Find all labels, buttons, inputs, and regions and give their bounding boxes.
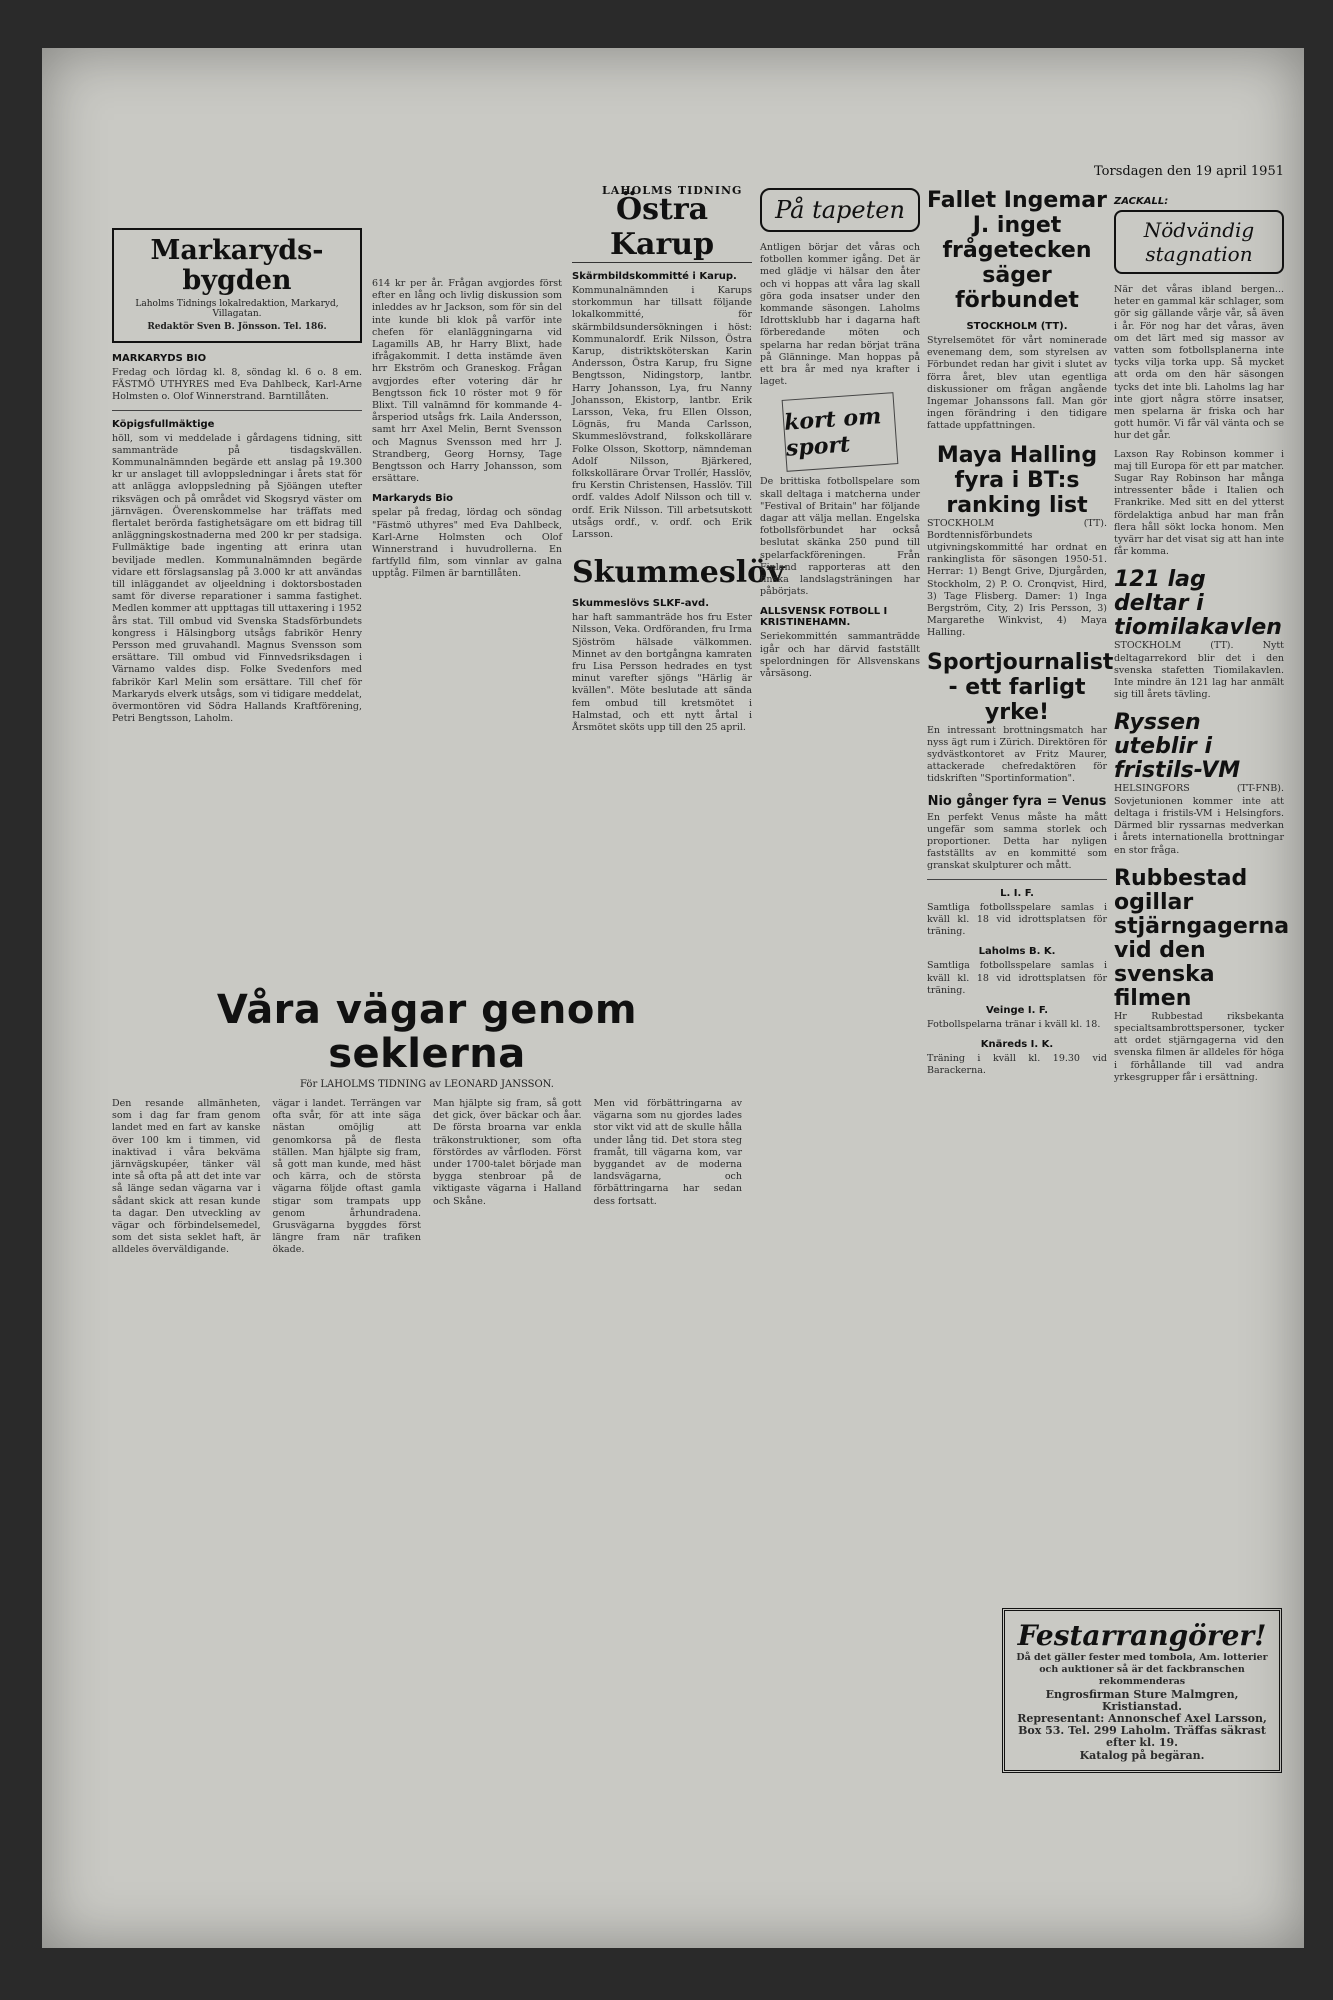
column-sport-news — [927, 188, 1114, 1748]
notice-1 — [927, 888, 1107, 939]
notice-title: Veinge I. F. — [985, 1004, 1049, 1016]
fallet-dateline: STOCKHOLM (TT). — [966, 321, 1068, 332]
paper-name: LAHOLMS TIDNING — [602, 184, 743, 197]
ad-text-4: Katalog på begäran. — [1079, 1748, 1205, 1762]
ad-text-1: Då det gäller fester med tombola, Am. lotterier och auktioner så är det fackbranschen rekommenderas — [1016, 1652, 1268, 1688]
elverk-text: 614 kr per år. Frågan avgjordes först efter en lång och livlig diskussion som inleddes av hr Jackson, som för sin del inte kunde bli klok på varför inte chefen för elanläggningarna vid Lagamills AB, hr Harry Blixt, hade ifrågakommit. I detta instämde även hrr Ekström och Graneskog. Frågan avgjordes efter votering där hr Bengtsson fick 10 röster mot 9 för Blixt. Till valnämnd för kommande 4-årsperiod utsågs frk. Laila Andersson, samt hrr Axel Melin, Bernt Svensson och Magnus Svensson med hrr J. Strandberg, Georg Hornsy, Tage Bengtsson och Harry Johansson, som ersättare. — [372, 278, 562, 485]
fallet-text: Styrelsemötet för vårt nominerade evenemang dem, som styrelsen av Förbundet redan har givit i slutet av förra året, blev utan egentliga diskussioner om frågan angående Ingemar Johanssons fall. Man gör ingen förändring i den tidigare fattade uppfattningen. — [927, 335, 1107, 432]
bio-text: Fredag och lördag kl. 8, söndag kl. 6 o. 8 em. FÄSTMÖ UTHYRES med Eva Dahlbeck, Karl-Arne Holmsten o. Olof Winnerstrand. Barntillåten. — [112, 367, 362, 403]
pa-tapeten-text: Antligen börjar det våras och fotbollen kommer igång. Det är med glädje vi hälsar den åter och vi hoppas att våra lag skall göra goda insatser under den kommande säsongen. Laholms Idrottsklubb har i dagarna haft förberedande möten och spelarna har redan börjat träna på Glänninge. Man hoppas på ett bra år med nya krafter i laget. — [760, 242, 920, 388]
vagar-article — [112, 988, 742, 1888]
markaryd-sub2: Redaktör Sven B. Jönsson. Tel. 186. — [147, 322, 327, 332]
vagar-col-2: vägar i landet. Terrängen var ofta svår, för att inte säga nästan omöjlig att genomkorsa på de flesta ställen. Man hjälpte sig fram, så gott man kunde, med häst och kärra, och de största vägarna följde oftast gamla stigar som trampats upp genom århundradena. Grusvägarna byggdes först längre fram när trafiken ökade. — [272, 1098, 421, 1256]
divider — [112, 410, 362, 411]
fallet-title: Fallet Ingemar J. inget frågetecken säger förbundet — [927, 188, 1107, 313]
vagar-col-3: Man hjälpte sig fram, så gott det gick, över bäckar och åar. De första broarna var enkla träkonstruktioner, som ofta förstördes av vårfloden. Först under 1700-talet började man bygga stenbroar på de viktigaste vägarna i Halland och Skåne. — [433, 1098, 582, 1207]
notice-text: Fotbollspelarna tränar i kväll kl. 18. — [927, 1018, 1101, 1030]
tiomila-title: 121 lag deltar i tiomilakavlen — [1114, 567, 1282, 641]
bio-text-2: spelar på fredag, lördag och söndag "Fästmö uthyres" med Eva Dahlbeck, Karl-Arne Holmsten och Olof Winnerstrand i huvudrollerna. En fartfylld film, som vinnlar av galna upptåg. Filmen är barntillåten. — [372, 507, 562, 580]
newspaper-page — [42, 48, 1304, 1948]
pa-tapeten-box — [760, 188, 920, 232]
robinson-text: Laxson Ray Robinson kommer i maj till Europa för ett par matcher. Sugar Ray Robinson har många intressenter både i Italien och Frankrike. Med sitt en del ytterst fördelaktiga anbud har man från flera håll sökt locka honom. Men tyvärr har det visat sig att han inte får komma. — [1114, 448, 1284, 558]
ad-text-2: Engrosfirman Sture Malmgren, Kristianstad. — [1045, 1687, 1239, 1713]
allsvensk-title: ALLSVENSK FOTBOLL I KRISTINEHAMN. — [760, 606, 888, 629]
zackall-box — [1114, 210, 1284, 274]
ad-frame — [1002, 1608, 1282, 1773]
slkf-title: Skummeslövs SLKF-avd. — [572, 598, 710, 610]
column-markaryd-2 — [372, 278, 562, 978]
tiomila-text: STOCKHOLM (TT). Nytt deltagarrekord blir det i den svenska stafetten Tiomilakavlen. Inte mindre än 121 lag har anmält sig till årets tävling. — [1114, 640, 1284, 701]
notice-text: Samtliga fotbollsspelare samlas i kväll kl. 18 vid idrottsplatsen för träning. — [927, 960, 1107, 996]
venus-title: Nio gånger fyra = Venus — [927, 793, 1107, 809]
ryssen-title: Ryssen uteblir i fristils-VM — [1114, 710, 1241, 784]
vagar-col-1: Den resande allmänheten, som i dag far fram genom landet med en fart av kanske över 100 km i timmen, vid inaktivad i våra bekväma järnvägskupéer, tänker väl inte så ofta på att det inte var så länge sedan vägarna var i sådant skick att resan kunde ta dagar. Den utveckling av vägar och förbindelsemedel, som det sista seklet haft, är alldeles överväldigande. — [112, 1098, 261, 1256]
rubbestad-text: Hr Rubbestad riksbekanta specialtsambrottspersoner, tycker att ordet stjärngagerna vid den svenska filmen är alldeles för höga i förhållande till vad andra yrkesgrupper får i ersättning. — [1114, 1010, 1284, 1083]
sportjournalist-title: Sportjournalist - ett farligt yrke! — [927, 649, 1114, 725]
skarm-text: Kommunalnämnden i Karups storkommun har tillsatt följande lokalkommitté, för skärmbildsundersökningen i höst: Kommunalordf. Erik Nilsson, Östra Karup, distriktsköterskan Karin Andersson, Östra Karup, fru Signe Bengtsson, Nidingstorp, lantbr. Harry Johansson, Lya, fru Nanny Johansson, Ekistorp, lantbr. Erik Larsson, Veka, fru Ellen Olsson, Lögnäs, fru Manda Carlsson, Skummeslövstrand, folkskollärare Folke Olsson, Skottorp, nämndeman Adolf Nilsson, Bjärkered, folkskollärare Örvar Trollér, Hasslöv, fru Kerstin Christensen, Hasslöv. Till ordf. valdes Adolf Nilsson och till v. ordf. Erik Nilsson. Till arbetsutskott utsågs ordf., v. ordf. och Erik Larsson. — [572, 285, 752, 541]
sportjournalist-text: En intressant brottningsmatch har nyss ägt rum i Zürich. Direktören för sydvästkontoret av Fritz Maurer, attackerade chefredaktören för tidskriften "Sportinformation". — [927, 724, 1107, 785]
vagar-byline: För LAHOLMS TIDNING av LEONARD JANSSON. — [300, 1079, 554, 1090]
notice-title: L. I. F. — [1000, 887, 1034, 899]
notice-text: Samtliga fotbollsspelare samlas i kväll kl. 18 vid idrottsplatsen för träning. — [927, 901, 1107, 938]
vagar-col-4: Men vid förbättringarna av vägarna som nu gjordes lades stor vikt vid att de skulle hålla under lång tid. Det stora steg framåt, till vägarna kom, var byggandet av de moderna landsvägarna, och förbättringarna har sedan dess fortsatt. — [593, 1098, 742, 1207]
bio-title: MARKARYDS BIO — [112, 353, 207, 364]
venus-text: En perfekt Venus måste ha mått ungefär som samma storlek och proportioner. Detta har nyligen fastställts av en kommitté som granskat skulpturer och mått. — [927, 811, 1107, 872]
brittiska-text: De brittiska fotbollspelare som skall deltaga i matcherna under "Festival of Britain" har följande dagar att välja mellan. Engelska fotbollsförbundet har också beslutat skänka 250 pund till spelarfackföreningen. Från Finland rapporteras att den finska landslagsträningen har påbörjats. — [760, 476, 920, 598]
rubbestad-title: Rubbestad ogillar stjärngagerna vid den svenska filmen — [1114, 865, 1290, 1011]
kopings-title: Köpigsfullmäktige — [112, 418, 215, 430]
ryssen-text: HELSINGFORS (TT-FNB). Sovjetunionen kommer inte att deltaga i fristils-VM i Helsingfors. Därmed blir ryssarnas medverkan i årets internationella brottningar en stor fråga. — [1114, 783, 1284, 856]
zackall-text: När det våras ibland bergen... heter en gammal kär schlager, som gör sig gällande vårje vår, så även i år. För nog har det våras, även om det lärt med sig massor av vatten som fotbollsplanerna inte tycks vilja torka upp. Så mycket att orda om den här säsongen tycks det inte bli. Laholms lag har inte gjort några större insatser, men spelarna är friska och har gott humör. Vi får väl vänta och se hur det går. — [1114, 284, 1284, 442]
bio-sub: Markaryds Bio — [372, 493, 453, 505]
slkf-text: har haft sammanträde hos fru Ester Nilsson, Veka. Ordföranden, fru Irma Sjöström hälsade välkommen. Minnet av den bortgångna kamraten fru Lisa Persson hedrades en tyst minut varefter sjöngs "Härlig är kvällen". Möte beslutade att sända fem ombud till kretsmötet i Halmstad, och ett nytt årtal i Årsmötet sköts upp till den 25 april. — [572, 612, 752, 734]
column-pa-tapeten — [760, 188, 920, 1748]
ad-title: Festarrangörer! — [1017, 1619, 1267, 1652]
notice-title: Knäreds I. K. — [980, 1039, 1054, 1051]
markaryd-masthead — [112, 228, 362, 343]
notice-title: Laholms B. K. — [978, 946, 1056, 958]
column-ostra-karup — [572, 188, 785, 938]
skummeslov-title: Skummeslöv — [572, 555, 785, 591]
column-zackall — [1114, 188, 1290, 1568]
ostra-karup-title: Östra Karup — [572, 192, 752, 263]
vagar-columns — [112, 1098, 742, 1257]
festarrangorer-ad — [1002, 1608, 1282, 1848]
vagar-title: Våra vägar genom seklerna — [216, 987, 638, 1077]
issue-date: Torsdagen den 19 april 1951 — [1094, 164, 1284, 179]
notice-text: Träning i kväll kl. 19.30 vid Barackerna. — [927, 1053, 1107, 1077]
zackall-title: Nödvändig stagnation — [1143, 218, 1255, 266]
page-header — [42, 108, 1304, 197]
maya-title: Maya Halling fyra i BT:s ranking list — [936, 442, 1098, 518]
markaryd-title: Markaryds-bygden — [150, 235, 324, 296]
markaryd-sub1: Laholms Tidnings lokalredaktion, Markaryd, Villagatan. — [135, 299, 339, 319]
maya-text: STOCKHOLM (TT). Bordtennisförbundets utgivningskommitté har ordnat en rankinglista för säsongen 1950-51. Herrar: 1) Bengt Grive, Djurgården, Stockholm, 2) P. O. Cronqvist, Hird, 3) Tage Flisberg. Damer: 1) Inga Bergström, City, 2) Iris Persson, 3) Margarethe Winkvist, 4) Maya Halling. — [927, 517, 1107, 639]
divider — [927, 879, 1107, 880]
zackall-label: ZACKALL: — [1114, 196, 1169, 207]
ad-text-3: Representant: Annonschef Axel Larsson, Box 53. Tel. 299 Laholm. Träffas säkrast efter kl. 19. — [1017, 1712, 1267, 1750]
column-markaryd — [112, 228, 362, 978]
kort-om-sport-logo: kort om sport — [782, 393, 899, 473]
kopings-text: höll, som vi meddelade i gårdagens tidning, sitt sammanträde på tisdagskvällen. Kommunalnämnden begärde ett anslag på 19.300 kr ur anslaget till avloppsledningar i årets stat för att anlägga avloppsledning på Sjöängen utefter riksvägen och på området vid Skogsryd väster om järnvägen. Överenskommelse har träffats med flertalet berörda fastighetsägare om ett bidrag till anläggningskostnaderna med 200 kr per stadsiga. Fullmäktige bade ingenting att erinra utan beviljade medlen. Kommunalnämnden begärde vidare ett förslagsanslag på 3.000 kr att användas till inläggandet av oljeeldning i doktorsbostaden samt för diverse reparationer i samma fastighet. Medlen kommer att uppttagas till uttaxering i 1952 års stat. Till ombud vid Svenska Stadsförbundets kongress i Hälsingborg utsågs fabrikör Henry Persson med gruvahandl. Magnus Svensson som ersättare. Till ombud vid Finnvedsriksdagen i Värnamo valdes disp. Folke Svedenfors med fabrikör Karl Melin som ersättare. Till chef för Markaryds elverk utsågs, som vi tidigare meddelat, övermontören vid Södra Hallands Kraftförening, Petri Bengtsson, Laholm. — [112, 432, 362, 725]
notice-3 — [927, 1005, 1107, 1031]
pa-tapeten-title: På tapeten — [775, 196, 905, 224]
notice-2 — [927, 946, 1107, 997]
allsvensk-text: Seriekommittén sammanträdde igår och har därvid fastställt spelordningen för Allsvenskans vårsäsong. — [760, 631, 920, 680]
skarm-title: Skärmbildskommitté i Karup. — [572, 271, 737, 282]
notice-4 — [927, 1039, 1107, 1077]
